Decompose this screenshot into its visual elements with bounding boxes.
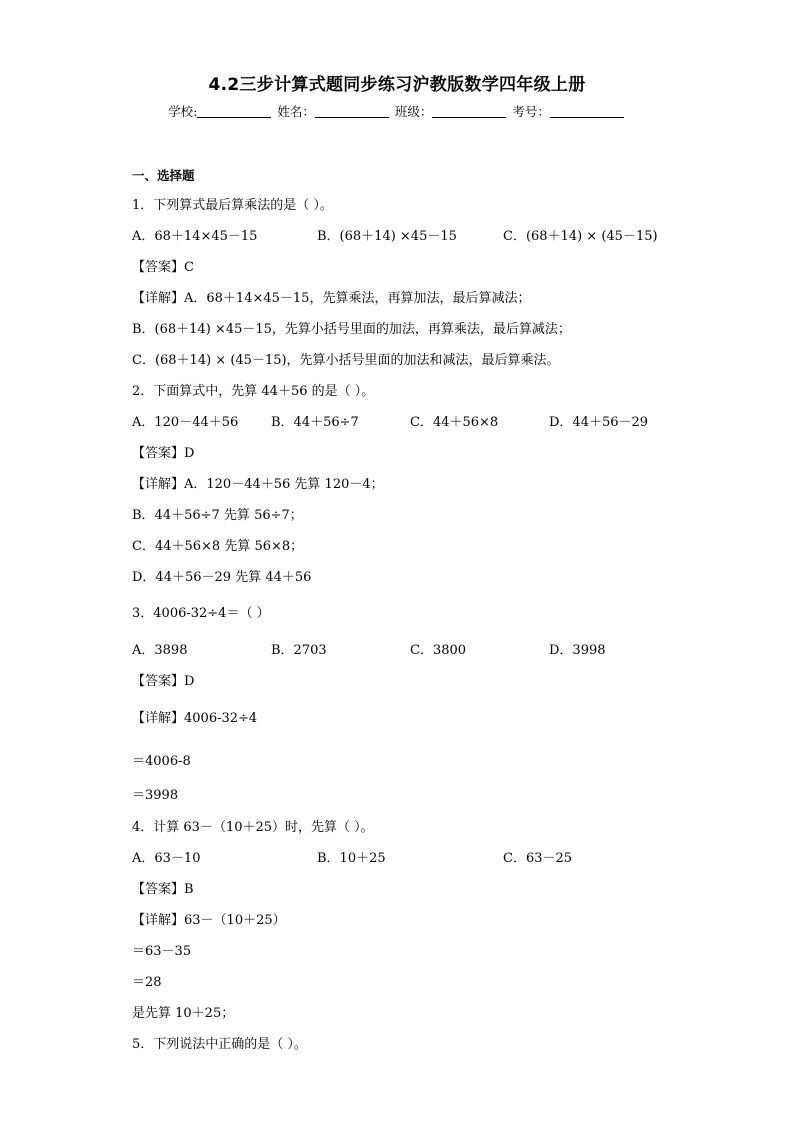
q2-detail-2: B．44＋56÷7 先算 56÷7； bbox=[132, 508, 303, 523]
q3-detail-1: 【详解】4006-32÷4 bbox=[132, 711, 258, 726]
q2-option-b: B．44＋56÷7 bbox=[271, 415, 359, 430]
q3-answer: 【答案】D bbox=[132, 674, 195, 689]
class-blank bbox=[432, 105, 506, 118]
page-title: 4.2三步计算式题同步练习沪教版数学四年级上册 bbox=[208, 75, 586, 95]
q1-option-c: C．(68＋14) × (45－15) bbox=[503, 229, 658, 244]
q2-detail-1: 【详解】A．120－44＋56 先算 120－4； bbox=[132, 477, 384, 492]
q1-answer: 【答案】C bbox=[132, 260, 194, 275]
q3-option-d: D．3998 bbox=[549, 643, 606, 658]
number-label: 考号： bbox=[512, 104, 550, 119]
q3-detail-3: ＝3998 bbox=[132, 788, 179, 803]
school-label: 学校: bbox=[168, 104, 198, 119]
section-heading: 一、选择题 bbox=[132, 168, 195, 183]
q3-option-b: B．2703 bbox=[271, 643, 327, 658]
q1-option-b: B．(68＋14) ×45－15 bbox=[317, 229, 457, 244]
q2-option-d: D．44＋56－29 bbox=[549, 415, 649, 430]
q2-option-c: C．44＋56×8 bbox=[410, 415, 499, 430]
q2-detail-3: C．44＋56×8 先算 56×8； bbox=[132, 539, 304, 554]
q3-detail-2: ＝4006-8 bbox=[132, 754, 191, 769]
q1-detail-2: B．(68＋14) ×45－15，先算小括号里面的加法，再算乘法，最后算减法； bbox=[132, 322, 571, 337]
q3-option-a: A．3898 bbox=[132, 643, 188, 658]
q5-stem: 5．下列说法中正确的是（ ）。 bbox=[132, 1037, 307, 1052]
q3-option-c: C．3800 bbox=[410, 643, 467, 658]
q2-detail-4: D．44＋56－29 先算 44＋56 bbox=[132, 570, 312, 585]
q4-detail-4: 是先算 10＋25； bbox=[132, 1006, 235, 1021]
q2-answer: 【答案】D bbox=[132, 446, 195, 461]
number-blank bbox=[550, 105, 624, 118]
class-label: 班级： bbox=[394, 104, 433, 119]
q4-detail-2: ＝63－35 bbox=[132, 944, 192, 959]
school-blank bbox=[197, 105, 271, 118]
q1-option-a: A．68＋14×45－15 bbox=[132, 229, 258, 244]
q4-stem: 4．计算 63－（10＋25）时，先算（ ）。 bbox=[132, 820, 374, 835]
q4-detail-3: ＝28 bbox=[132, 975, 162, 990]
q3-stem: 3．4006-32÷4＝（ ） bbox=[132, 606, 270, 621]
q1-detail-1: 【详解】A．68＋14×45－15，先算乘法，再算加法，最后算减法； bbox=[132, 291, 531, 306]
q4-detail-1: 【详解】63－（10＋25） bbox=[132, 913, 286, 928]
q1-stem: 1．下列算式最后算乘法的是（ ）。 bbox=[132, 198, 333, 213]
q2-option-a: A．120－44＋56 bbox=[132, 415, 239, 430]
q4-option-c: C．63－25 bbox=[503, 851, 573, 866]
q2-stem: 2．下面算式中，先算 44＋56 的是（ ）。 bbox=[132, 384, 375, 399]
name-blank bbox=[315, 105, 389, 118]
q4-option-a: A．63－10 bbox=[132, 851, 201, 866]
q4-answer: 【答案】B bbox=[132, 882, 194, 897]
name-label: 姓名： bbox=[277, 104, 315, 119]
student-info bbox=[0, 102, 794, 120]
q4-option-b: B．10＋25 bbox=[317, 851, 386, 866]
q1-detail-3: C．(68＋14) × (45－15)，先算小括号里面的加法和减法，最后算乘法。 bbox=[132, 353, 560, 368]
